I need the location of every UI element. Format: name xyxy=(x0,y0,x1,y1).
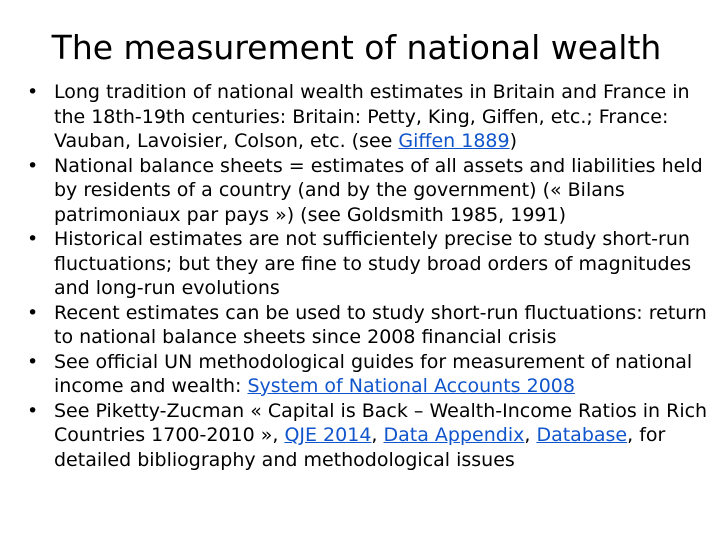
bullet-text-segment: , xyxy=(371,424,384,446)
bullet-text xyxy=(54,301,712,350)
bullet-item xyxy=(0,350,720,399)
bullet-text-segment: Long tradition of national wealth estimates in Britain and France in the 18th-19th centuries: Britain: Petty, King, Giffen, etc.; France: Vauban, Lavoisier, Colson, etc. (see xyxy=(54,81,690,152)
bullet-item xyxy=(0,154,720,228)
bullet-text-segment: , for detailed bibliography and methodological issues xyxy=(54,424,666,471)
bullet-item xyxy=(0,80,720,154)
bullet-text xyxy=(54,227,712,301)
bullet-text xyxy=(54,154,712,228)
bullet-text-segment: Recent estimates can be used to study short-run fluctuations: return to national balance sheets since 2008 financial crisis xyxy=(54,301,707,348)
bullet-text-segment: See official UN methodological guides for measurement of national income and wealth: xyxy=(54,350,693,397)
bullet-marker: • xyxy=(27,228,39,250)
bullet-marker: • xyxy=(27,350,39,373)
bullet-item xyxy=(0,227,720,301)
reference-link[interactable]: Database xyxy=(536,424,628,446)
bullet-marker: • xyxy=(27,399,39,422)
bullet-text-segment: , xyxy=(524,424,537,446)
bullet-item xyxy=(0,301,720,350)
bullet-text-segment: Historical estimates are not sufficientely precise to study short-run fluctuations; but they are fine to study broad orders of magnitudes and long-run evolutions xyxy=(54,228,692,299)
slide-title: The measurement of national wealth xyxy=(51,28,662,67)
bullet-text xyxy=(54,399,712,473)
bullet-text-segment: ) xyxy=(509,130,518,152)
bullet-text xyxy=(54,350,712,399)
bullet-marker: • xyxy=(27,301,39,324)
reference-link[interactable]: Data Appendix xyxy=(383,424,525,446)
reference-link[interactable]: Giffen 1889 xyxy=(398,130,510,152)
reference-link[interactable]: System of National Accounts 2008 xyxy=(247,375,575,397)
bullet-text xyxy=(54,80,712,154)
bullet-marker: • xyxy=(27,81,39,103)
bullet-item xyxy=(0,399,720,473)
bullet-marker: • xyxy=(27,154,39,177)
bullet-text-segment: See Piketty-Zucman « Capital is Back – Wealth-Income Ratios in Rich Countries 1700-2010 », xyxy=(54,399,708,446)
bullet-text-segment: National balance sheets = estimates of all assets and liabilities held by residents of a country (and by the government) (« Bilans patrimoniaux par pays ») (see Goldsmith 1985, 1991) xyxy=(54,154,703,226)
reference-link[interactable]: QJE 2014 xyxy=(284,424,372,446)
bullet-list xyxy=(0,80,720,472)
